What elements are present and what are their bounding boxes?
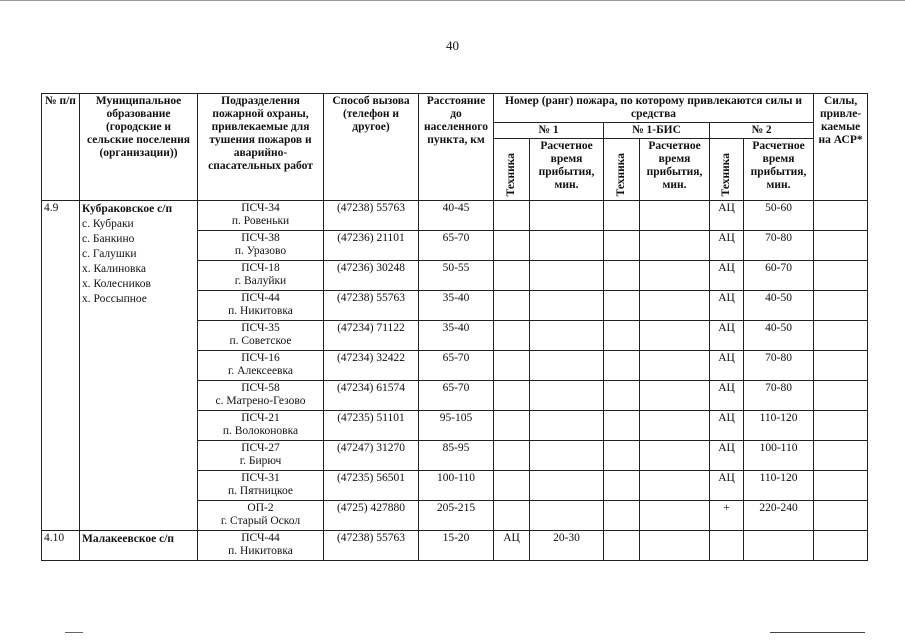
unit-name: ПСЧ-44 <box>241 532 280 544</box>
settlement-name: х. Колесников <box>82 278 151 290</box>
page-number: 40 <box>446 38 459 53</box>
settlement-name: х. Россыпное <box>82 293 147 305</box>
header-call-method: Способ вызова (телефон и другое) <box>324 94 419 201</box>
rank2-tech-cell <box>710 531 744 561</box>
unit-location: г. Алексеевка <box>227 365 294 377</box>
municipality-cell <box>80 201 198 531</box>
rank1bis-tech-cell <box>604 321 640 351</box>
header-municipality: Муниципальное образование (городские и сельские поселения (организации)) <box>80 94 198 201</box>
asr-cell <box>814 471 868 501</box>
table-row <box>42 531 868 561</box>
rank1bis-time-cell <box>640 321 710 351</box>
rank1-tech-cell <box>494 441 530 471</box>
municipality-cell <box>80 531 198 561</box>
bottom-right-rule <box>770 632 865 633</box>
header-rank2-time: Расчетное время прибытия, мин. <box>744 139 814 201</box>
bottom-left-mark <box>65 632 83 633</box>
call-method-cell: (47236) 30248 <box>324 261 419 291</box>
rank1-time-cell <box>530 411 604 441</box>
unit-name: ПСЧ-38 <box>241 232 280 244</box>
asr-cell <box>814 501 868 531</box>
header-rank1-tech <box>494 139 530 201</box>
row-number: 4.10 <box>42 531 80 561</box>
unit-cell <box>198 531 324 561</box>
unit-location: г. Старый Оскол <box>220 515 301 527</box>
distance-cell: 40-45 <box>419 201 494 231</box>
rank2-time-cell: 110-120 <box>744 471 814 501</box>
rank1-tech-cell <box>494 381 530 411</box>
unit-location: п. Пятницкое <box>228 485 293 497</box>
rank1-time-cell <box>530 381 604 411</box>
unit-cell <box>198 351 324 381</box>
rank2-tech-cell: АЦ <box>710 351 744 381</box>
rank2-tech-cell: АЦ <box>710 471 744 501</box>
unit-location: п. Волоконовка <box>222 425 299 437</box>
rank1-time-cell <box>530 231 604 261</box>
call-method-cell: (47238) 55763 <box>324 201 419 231</box>
call-method-cell: (47247) 31270 <box>324 441 419 471</box>
rank1bis-tech-cell <box>604 351 640 381</box>
rank1-tech-cell <box>494 501 530 531</box>
rank1bis-time-cell <box>640 471 710 501</box>
rank2-tech-cell: АЦ <box>710 381 744 411</box>
rank1bis-tech-cell <box>604 231 640 261</box>
rank2-time-cell: 70-80 <box>744 231 814 261</box>
settlement-name: х. Калиновка <box>82 263 146 275</box>
rank2-time-cell <box>744 531 814 561</box>
header-rank1-time: Расчетное время прибытия, мин. <box>530 139 604 201</box>
unit-cell <box>198 231 324 261</box>
rank1bis-tech-cell <box>604 261 640 291</box>
unit-cell <box>198 381 324 411</box>
unit-cell <box>198 441 324 471</box>
unit-name: ПСЧ-16 <box>241 352 280 364</box>
rank1bis-tech-cell <box>604 471 640 501</box>
rank1bis-time-cell <box>640 381 710 411</box>
unit-location: г. Бирюч <box>239 455 282 467</box>
rank1-time-cell <box>530 441 604 471</box>
call-method-cell: (47236) 21101 <box>324 231 419 261</box>
asr-cell <box>814 231 868 261</box>
header-rank-1-bis: № 1-БИС <box>604 123 710 139</box>
header-distance: Расстояние до населенного пункта, км <box>419 94 494 201</box>
rank1bis-time-cell <box>640 351 710 381</box>
unit-name: ПСЧ-18 <box>241 262 280 274</box>
rank1bis-tech-cell <box>604 201 640 231</box>
tech-label: Техника <box>615 152 627 196</box>
rank1-time-cell <box>530 471 604 501</box>
rank1-tech-cell <box>494 261 530 291</box>
rank1-tech-cell <box>494 471 530 501</box>
asr-cell <box>814 261 868 291</box>
tech-label: Техника <box>505 152 517 196</box>
rank2-tech-cell: АЦ <box>710 411 744 441</box>
distance-cell: 50-55 <box>419 261 494 291</box>
unit-name: ПСЧ-31 <box>241 472 280 484</box>
settlement-name: с. Кубраки <box>82 218 134 230</box>
unit-name: ПСЧ-35 <box>241 322 280 334</box>
asr-cell <box>814 321 868 351</box>
table-header <box>42 94 868 201</box>
unit-name: ПСЧ-21 <box>241 412 280 424</box>
distance-cell: 15-20 <box>419 531 494 561</box>
rank2-tech-cell: АЦ <box>710 261 744 291</box>
table-row <box>42 201 868 231</box>
unit-location: п. Уразово <box>234 245 287 257</box>
rank1-time-cell: 20-30 <box>530 531 604 561</box>
rank2-time-cell: 70-80 <box>744 351 814 381</box>
rank1-tech-cell: АЦ <box>494 531 530 561</box>
rank2-time-cell: 220-240 <box>744 501 814 531</box>
rank2-time-cell: 70-80 <box>744 381 814 411</box>
distance-cell: 65-70 <box>419 381 494 411</box>
header-rank2-tech <box>710 139 744 201</box>
rank2-tech-cell: + <box>710 501 744 531</box>
unit-location: п. Никитовка <box>228 305 293 317</box>
rank1bis-time-cell <box>640 291 710 321</box>
municipality-name: Малакеевское с/п <box>82 533 175 545</box>
unit-name: ПСЧ-44 <box>241 292 280 304</box>
unit-cell <box>198 291 324 321</box>
fire-forces-table <box>41 93 868 561</box>
rank2-time-cell: 40-50 <box>744 321 814 351</box>
row-number: 4.9 <box>42 201 80 531</box>
rank1bis-time-cell <box>640 231 710 261</box>
distance-cell: 205-215 <box>419 501 494 531</box>
rank1bis-tech-cell <box>604 501 640 531</box>
unit-cell <box>198 411 324 441</box>
call-method-cell: (47238) 55763 <box>324 531 419 561</box>
municipality-name: Кубраковское с/п <box>82 203 173 215</box>
unit-location: п. Советское <box>229 335 292 347</box>
unit-cell <box>198 321 324 351</box>
rank1-time-cell <box>530 351 604 381</box>
rank2-time-cell: 40-50 <box>744 291 814 321</box>
rank2-time-cell: 100-110 <box>744 441 814 471</box>
header-rank-1: № 1 <box>494 123 604 139</box>
unit-cell <box>198 471 324 501</box>
rank1-tech-cell <box>494 201 530 231</box>
call-method-cell: (47235) 51101 <box>324 411 419 441</box>
rank1bis-time-cell <box>640 501 710 531</box>
rank1-time-cell <box>530 321 604 351</box>
distance-cell: 35-40 <box>419 321 494 351</box>
rank1-tech-cell <box>494 291 530 321</box>
rank1bis-time-cell <box>640 411 710 441</box>
rank1bis-tech-cell <box>604 411 640 441</box>
rank1-tech-cell <box>494 231 530 261</box>
header-fire-rank: Номер (ранг) пожара, по которому привлекаются силы и средства <box>494 94 814 123</box>
call-method-cell: (47238) 55763 <box>324 291 419 321</box>
settlement-name: с. Банкино <box>82 233 135 245</box>
table-body <box>42 201 868 561</box>
rank2-time-cell: 60-70 <box>744 261 814 291</box>
rank2-tech-cell: АЦ <box>710 231 744 261</box>
call-method-cell: (47235) 56501 <box>324 471 419 501</box>
asr-cell <box>814 351 868 381</box>
rank2-tech-cell: АЦ <box>710 291 744 321</box>
rank1-tech-cell <box>494 351 530 381</box>
unit-location: п. Ровеньки <box>231 215 290 227</box>
unit-cell <box>198 201 324 231</box>
asr-cell <box>814 441 868 471</box>
rank1-tech-cell <box>494 321 530 351</box>
rank1bis-time-cell <box>640 441 710 471</box>
distance-cell: 100-110 <box>419 471 494 501</box>
asr-cell <box>814 411 868 441</box>
unit-name: ПСЧ-34 <box>241 202 280 214</box>
rank1-time-cell <box>530 501 604 531</box>
header-num: № п/п <box>42 94 80 201</box>
rank1bis-time-cell <box>640 261 710 291</box>
rank1bis-tech-cell <box>604 531 640 561</box>
rank2-tech-cell: АЦ <box>710 201 744 231</box>
rank1bis-tech-cell <box>604 381 640 411</box>
unit-location: с. Матрено-Гезово <box>215 395 306 407</box>
rank1bis-time-cell <box>640 531 710 561</box>
rank1bis-tech-cell <box>604 441 640 471</box>
asr-cell <box>814 381 868 411</box>
distance-cell: 65-70 <box>419 231 494 261</box>
call-method-cell: (47234) 61574 <box>324 381 419 411</box>
tech-label: Техника <box>720 152 732 196</box>
unit-cell <box>198 261 324 291</box>
top-edge-rule <box>0 0 905 1</box>
rank2-time-cell: 110-120 <box>744 411 814 441</box>
call-method-cell: (47234) 32422 <box>324 351 419 381</box>
header-rank1bis-tech <box>604 139 640 201</box>
rank1bis-time-cell <box>640 201 710 231</box>
unit-cell <box>198 501 324 531</box>
distance-cell: 35-40 <box>419 291 494 321</box>
unit-name: ПСЧ-27 <box>241 442 280 454</box>
header-rank1bis-time: Расчетное время прибытия, мин. <box>640 139 710 201</box>
unit-name: ОП-2 <box>247 502 274 514</box>
header-asr: Силы, привле-каемые на АСР* <box>814 94 868 201</box>
rank1-tech-cell <box>494 411 530 441</box>
rank1-time-cell <box>530 291 604 321</box>
call-method-cell: (4725) 427880 <box>324 501 419 531</box>
rank1-time-cell <box>530 201 604 231</box>
call-method-cell: (47234) 71122 <box>324 321 419 351</box>
header-rank-2: № 2 <box>710 123 814 139</box>
unit-location: г. Валуйки <box>234 275 287 287</box>
rank2-tech-cell: АЦ <box>710 441 744 471</box>
rank2-tech-cell: АЦ <box>710 321 744 351</box>
unit-location: п. Никитовка <box>228 545 293 557</box>
unit-name: ПСЧ-58 <box>241 382 280 394</box>
rank2-time-cell: 50-60 <box>744 201 814 231</box>
settlement-name: с. Галушки <box>82 248 137 260</box>
asr-cell <box>814 531 868 561</box>
distance-cell: 85-95 <box>419 441 494 471</box>
rank1-time-cell <box>530 261 604 291</box>
distance-cell: 65-70 <box>419 351 494 381</box>
asr-cell <box>814 201 868 231</box>
header-units: Подразделения пожарной охраны, привлекаемые для тушения пожаров и аварийно-спасательных работ <box>198 94 324 201</box>
document-table-wrapper <box>41 93 867 561</box>
distance-cell: 95-105 <box>419 411 494 441</box>
rank1bis-tech-cell <box>604 291 640 321</box>
asr-cell <box>814 291 868 321</box>
